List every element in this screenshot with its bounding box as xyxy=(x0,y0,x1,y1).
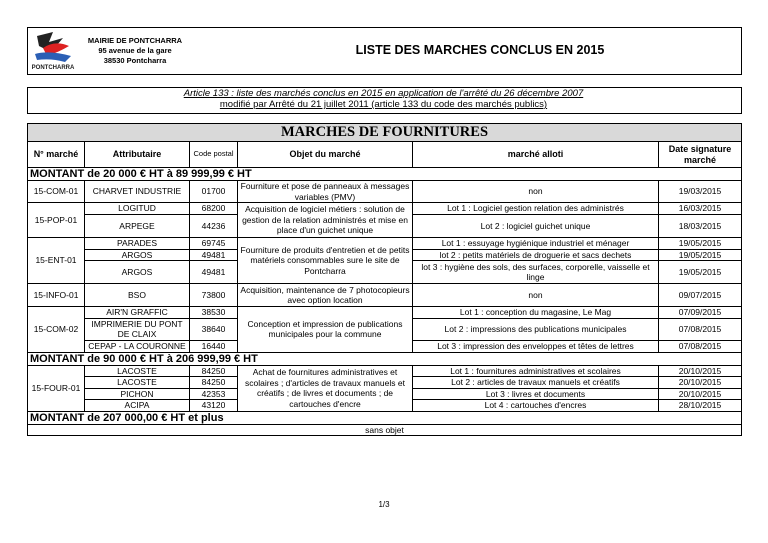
code-postal: 16440 xyxy=(190,340,238,352)
objet: Conception et impression de publications municipales pour la commune xyxy=(238,307,413,353)
lot: Lot 4 : cartouches d'encres xyxy=(413,400,659,412)
lot: Lot 1 : fournitures administratives et scolaires xyxy=(413,365,659,377)
date: 19/05/2015 xyxy=(659,249,742,261)
code-postal: 38530 xyxy=(190,307,238,319)
page-number: 1/3 xyxy=(378,500,390,509)
marche-number: 15-FOUR-01 xyxy=(28,365,85,411)
code-postal: 49481 xyxy=(190,249,238,261)
contracts-table xyxy=(27,123,742,436)
attributaire: LOGITUD xyxy=(85,203,190,215)
date: 07/08/2015 xyxy=(659,318,742,340)
lot: Lot 1 : essuyage hygiénique industriel et ménager xyxy=(413,238,659,250)
pontcharra-logo xyxy=(29,30,77,72)
col-header-objet: Objet du marché xyxy=(238,142,413,168)
code-postal: 49481 xyxy=(190,261,238,284)
lot: non xyxy=(413,284,659,307)
subtitle-line-1: Article 133 : liste des marchés conclus en 2015 en application de l'arrêté du 26 décembre 2007 xyxy=(183,88,584,99)
code-postal: 42353 xyxy=(190,388,238,400)
date: 19/05/2015 xyxy=(659,261,742,284)
date: 20/10/2015 xyxy=(659,377,742,389)
objet: Acquisition de logiciel métiers : solution de gestion de la relation administrés et mise en place d'un guichet unique xyxy=(238,203,413,238)
lot: non xyxy=(413,181,659,203)
attributaire: ARPEGE xyxy=(85,215,190,238)
code-postal: 68200 xyxy=(190,203,238,215)
amount-band-2: MONTANT de 90 000 € HT à 206 999,99 € HT xyxy=(28,352,742,365)
code-postal: 43120 xyxy=(190,400,238,412)
objet: Fourniture de produits d'entretien et de petits matériels consommables sure le site de Pontcharra xyxy=(238,238,413,284)
code-postal: 73800 xyxy=(190,284,238,307)
date: 20/10/2015 xyxy=(659,365,742,377)
objet: Fourniture et pose de panneaux à messages variables (PMV) xyxy=(238,181,413,203)
date: 19/03/2015 xyxy=(659,181,742,203)
objet: Achat de fournitures administratives et scolaires ; d'articles de travaux manuels et créatifs ; de livres et documents ; de cartouches d'encre xyxy=(238,365,413,411)
attributaire: PICHON xyxy=(85,388,190,400)
no-object-note: sans objet xyxy=(28,424,742,436)
lot: Lot 1 : Logiciel gestion relation des administrés xyxy=(413,203,659,215)
attributaire: AIR'N GRAFFIC xyxy=(85,307,190,319)
code-postal: 84250 xyxy=(190,365,238,377)
lot: lot 2 : petits matériels de droguerie et sacs dechets xyxy=(413,249,659,261)
lot: Lot 3 : livres et documents xyxy=(413,388,659,400)
date: 28/10/2015 xyxy=(659,400,742,412)
date: 20/10/2015 xyxy=(659,388,742,400)
date: 09/07/2015 xyxy=(659,284,742,307)
address-line-2: 38530 Pontcharra xyxy=(103,56,167,65)
attributaire: CHARVET INDUSTRIE xyxy=(85,181,190,203)
col-header-alloti: marché alloti xyxy=(413,142,659,168)
org-name: MAIRIE DE PONTCHARRA xyxy=(87,36,183,45)
col-header-code-postal: Code postal xyxy=(190,142,238,168)
amount-band-1: MONTANT de 20 000 € HT à 89 999,99 € HT xyxy=(28,168,742,181)
attributaire: ARGOS xyxy=(85,249,190,261)
col-header-attributaire: Attributaire xyxy=(85,142,190,168)
marche-number: 15-COM-02 xyxy=(28,307,85,353)
section-title: MARCHES DE FOURNITURES xyxy=(28,124,742,142)
lot: Lot 2 : articles de travaux manuels et créatifs xyxy=(413,377,659,389)
svg-text:PONTCHARRA: PONTCHARRA xyxy=(31,65,75,71)
lot: Lot 3 : impression des enveloppes et têtes de lettres xyxy=(413,340,659,352)
amount-band-3: MONTANT de 207 000,00 € HT et plus xyxy=(28,411,742,424)
code-postal: 84250 xyxy=(190,377,238,389)
attributaire: CEPAP - LA COURONNE xyxy=(85,340,190,352)
page-title: LISTE DES MARCHES CONCLUS EN 2015 xyxy=(355,43,605,57)
code-postal: 69745 xyxy=(190,238,238,250)
attributaire: LACOSTE xyxy=(85,377,190,389)
code-postal: 38640 xyxy=(190,318,238,340)
marche-number: 15-ENT-01 xyxy=(28,238,85,284)
code-postal: 01700 xyxy=(190,181,238,203)
col-header-date: Date signature marché xyxy=(659,142,742,168)
col-header-numero: N° marché xyxy=(28,142,85,168)
code-postal: 44236 xyxy=(190,215,238,238)
mairie-address xyxy=(80,36,190,66)
marche-number: 15-COM-01 xyxy=(28,181,85,203)
attributaire: ARGOS xyxy=(85,261,190,284)
lot: Lot 2 : impressions des publications municipales xyxy=(413,318,659,340)
attributaire: LACOSTE xyxy=(85,365,190,377)
lot: Lot 2 : logiciel guichet unique xyxy=(413,215,659,238)
lot: Lot 1 : conception du magasine, Le Mag xyxy=(413,307,659,319)
date: 07/08/2015 xyxy=(659,340,742,352)
date: 18/03/2015 xyxy=(659,215,742,238)
marche-number: 15-INFO-01 xyxy=(28,284,85,307)
date: 07/09/2015 xyxy=(659,307,742,319)
marche-number: 15-POP-01 xyxy=(28,203,85,238)
attributaire: IMPRIMERIE DU PONT DE CLAIX xyxy=(85,318,190,340)
address-line-1: 95 avenue de la gare xyxy=(98,46,172,55)
attributaire: BSO xyxy=(85,284,190,307)
date: 19/05/2015 xyxy=(659,238,742,250)
subtitle-line-2: modifié par Arrêté du 21 juillet 2011 (article 133 du code des marchés publics) xyxy=(219,99,548,110)
attributaire: PARADES xyxy=(85,238,190,250)
date: 16/03/2015 xyxy=(659,203,742,215)
objet: Acquisition, maintenance de 7 photocopieurs avec option location xyxy=(238,284,413,307)
attributaire: ACIPA xyxy=(85,400,190,412)
lot: lot 3 : hygiène des sols, des surfaces, corporelle, vaisselle et linge xyxy=(413,261,659,284)
